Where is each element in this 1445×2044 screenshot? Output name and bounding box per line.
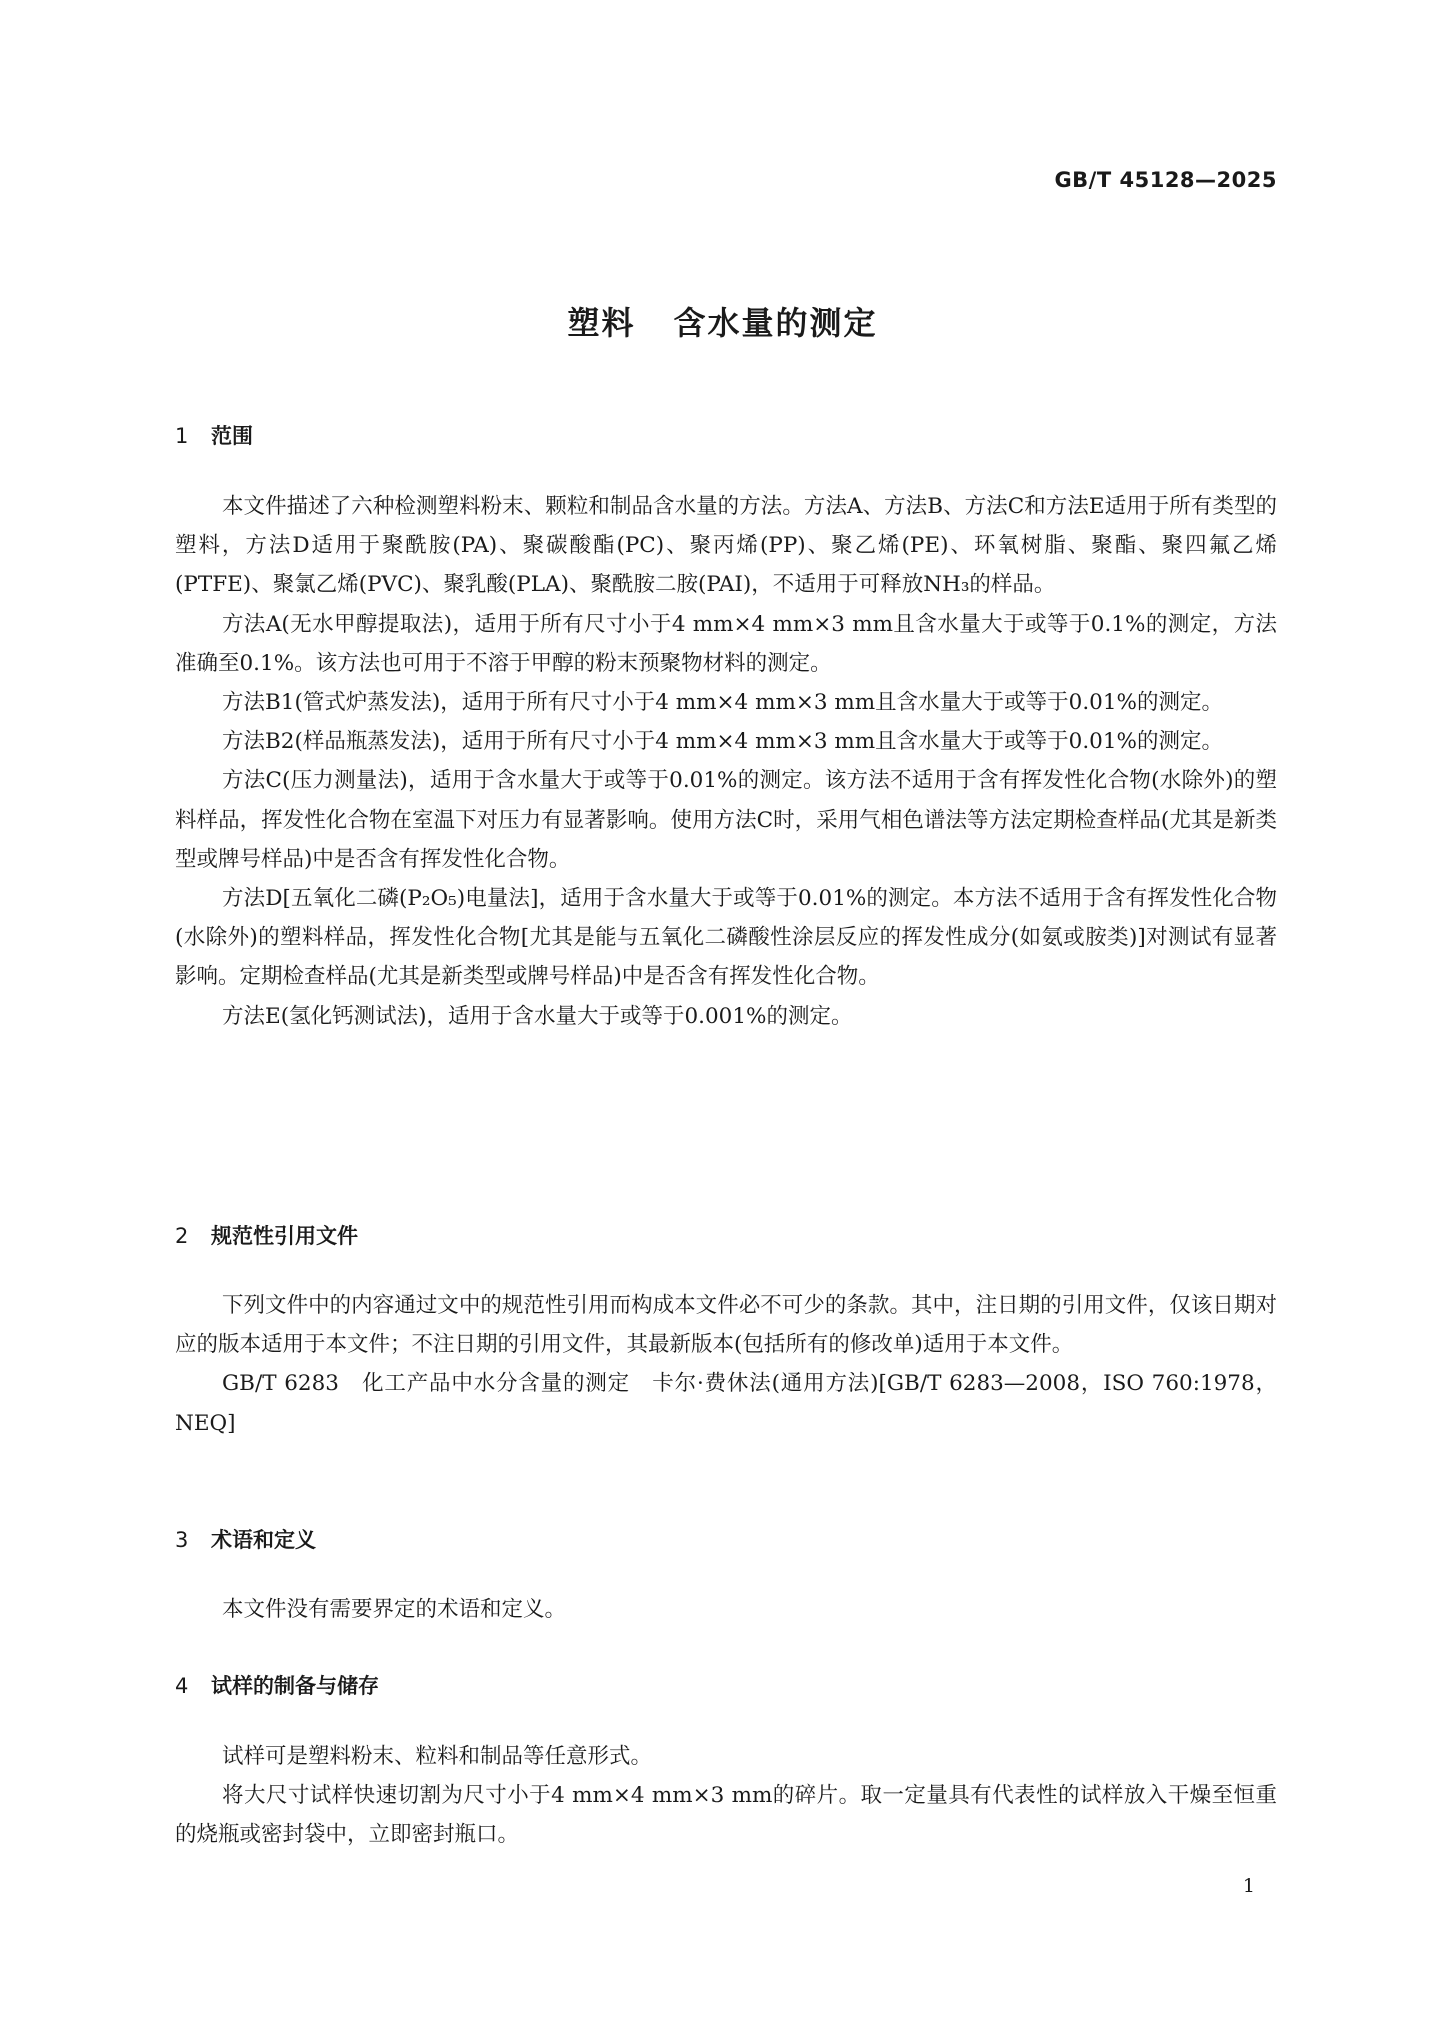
section-number: 4 xyxy=(175,1674,189,1698)
section-number: 3 xyxy=(175,1528,189,1552)
title-part-1: 塑料 xyxy=(567,304,636,342)
section-4-heading xyxy=(175,1670,379,1700)
paragraph: 方法B2(样品瓶蒸发法)，适用于所有尺寸小于4 mm×4 mm×3 mm且含水量大于或等于0.01%的测定。 xyxy=(222,729,1223,755)
paragraph: 方法A(无水甲醇提取法)，适用于所有尺寸小于4 mm×4 mm×3 mm且含水量大于或等于0.1%的测定，方法准确至0.1%。该方法也可用于不溶于甲醇的粉末预聚物材料的测定。 xyxy=(175,611,1277,676)
paragraph: 本文件描述了六种检测塑料粉末、颗粒和制品含水量的方法。方法A、方法B、方法C和方法E适用于所有类型的塑料，方法D适用于聚酰胺(PA)、聚碳酸酯(PC)、聚丙烯(PP)、聚乙烯(PE)、环氧树脂、聚酯、聚四氟乙烯(PTFE)、聚氯乙烯(PVC)、聚乳酸(PLA)、聚酰胺二胺(PAI)，不适用于可释放NH₃的样品。 xyxy=(175,494,1277,598)
paragraph: 将大尺寸试样快速切割为尺寸小于4 mm×4 mm×3 mm的碎片。取一定量具有代表性的试样放入干燥至恒重的烧瓶或密封袋中，立即密封瓶口。 xyxy=(175,1783,1277,1848)
normative-reference: GB/T 6283 化工产品中水分含量的测定 卡尔·费休法(通用方法)[GB/T 6283—2008，ISO 760:1978，NEQ] xyxy=(175,1371,1277,1436)
section-1-heading xyxy=(175,420,253,450)
paragraph: 方法B1(管式炉蒸发法)，适用于所有尺寸小于4 mm×4 mm×3 mm且含水量大于或等于0.01%的测定。 xyxy=(222,690,1223,716)
section-title: 范围 xyxy=(211,424,253,448)
section-title: 试样的制备与储存 xyxy=(211,1674,379,1698)
title-part-2: 含水量的测定 xyxy=(673,304,878,342)
section-3-body xyxy=(175,1590,1277,1629)
paragraph: 方法D[五氧化二磷(P₂O₅)电量法]，适用于含水量大于或等于0.01%的测定。本方法不适用于含有挥发性化合物(水除外)的塑料样品，挥发性化合物[尤其是能与五氧化二磷酸性涂层反应的挥发性成分(如氨或胺类)]对测试有显著影响。定期检查样品(尤其是新类型或牌号样品)中是否含有挥发性化合物。 xyxy=(175,886,1277,990)
section-number: 2 xyxy=(175,1224,189,1248)
document-title xyxy=(0,298,1445,344)
page-number: 1 xyxy=(1242,1875,1255,1897)
paragraph: 下列文件中的内容通过文中的规范性引用而构成本文件必不可少的条款。其中，注日期的引用文件，仅该日期对应的版本适用于本文件；不注日期的引用文件，其最新版本(包括所有的修改单)适用于本文件。 xyxy=(175,1293,1277,1358)
paragraph: 方法C(压力测量法)，适用于含水量大于或等于0.01%的测定。该方法不适用于含有挥发性化合物(水除外)的塑料样品，挥发性化合物在室温下对压力有显著影响。使用方法C时，采用气相色谱法等方法定期检查样品(尤其是新类型或牌号样品)中是否含有挥发性化合物。 xyxy=(175,768,1277,872)
section-2-body xyxy=(175,1286,1277,1443)
section-3-heading xyxy=(175,1524,316,1554)
paragraph: 本文件没有需要界定的术语和定义。 xyxy=(222,1597,567,1622)
standard-code: GB/T 45128—2025 xyxy=(1054,168,1277,192)
section-title: 术语和定义 xyxy=(211,1528,316,1552)
section-1-body xyxy=(175,487,1277,1036)
section-title: 规范性引用文件 xyxy=(211,1224,358,1248)
section-4-body xyxy=(175,1737,1277,1855)
section-number: 1 xyxy=(175,424,189,448)
section-2-heading xyxy=(175,1220,358,1250)
paragraph: 方法E(氢化钙测试法)，适用于含水量大于或等于0.001%的测定。 xyxy=(222,1003,853,1029)
paragraph: 试样可是塑料粉末、粒料和制品等任意形式。 xyxy=(222,1744,653,1769)
